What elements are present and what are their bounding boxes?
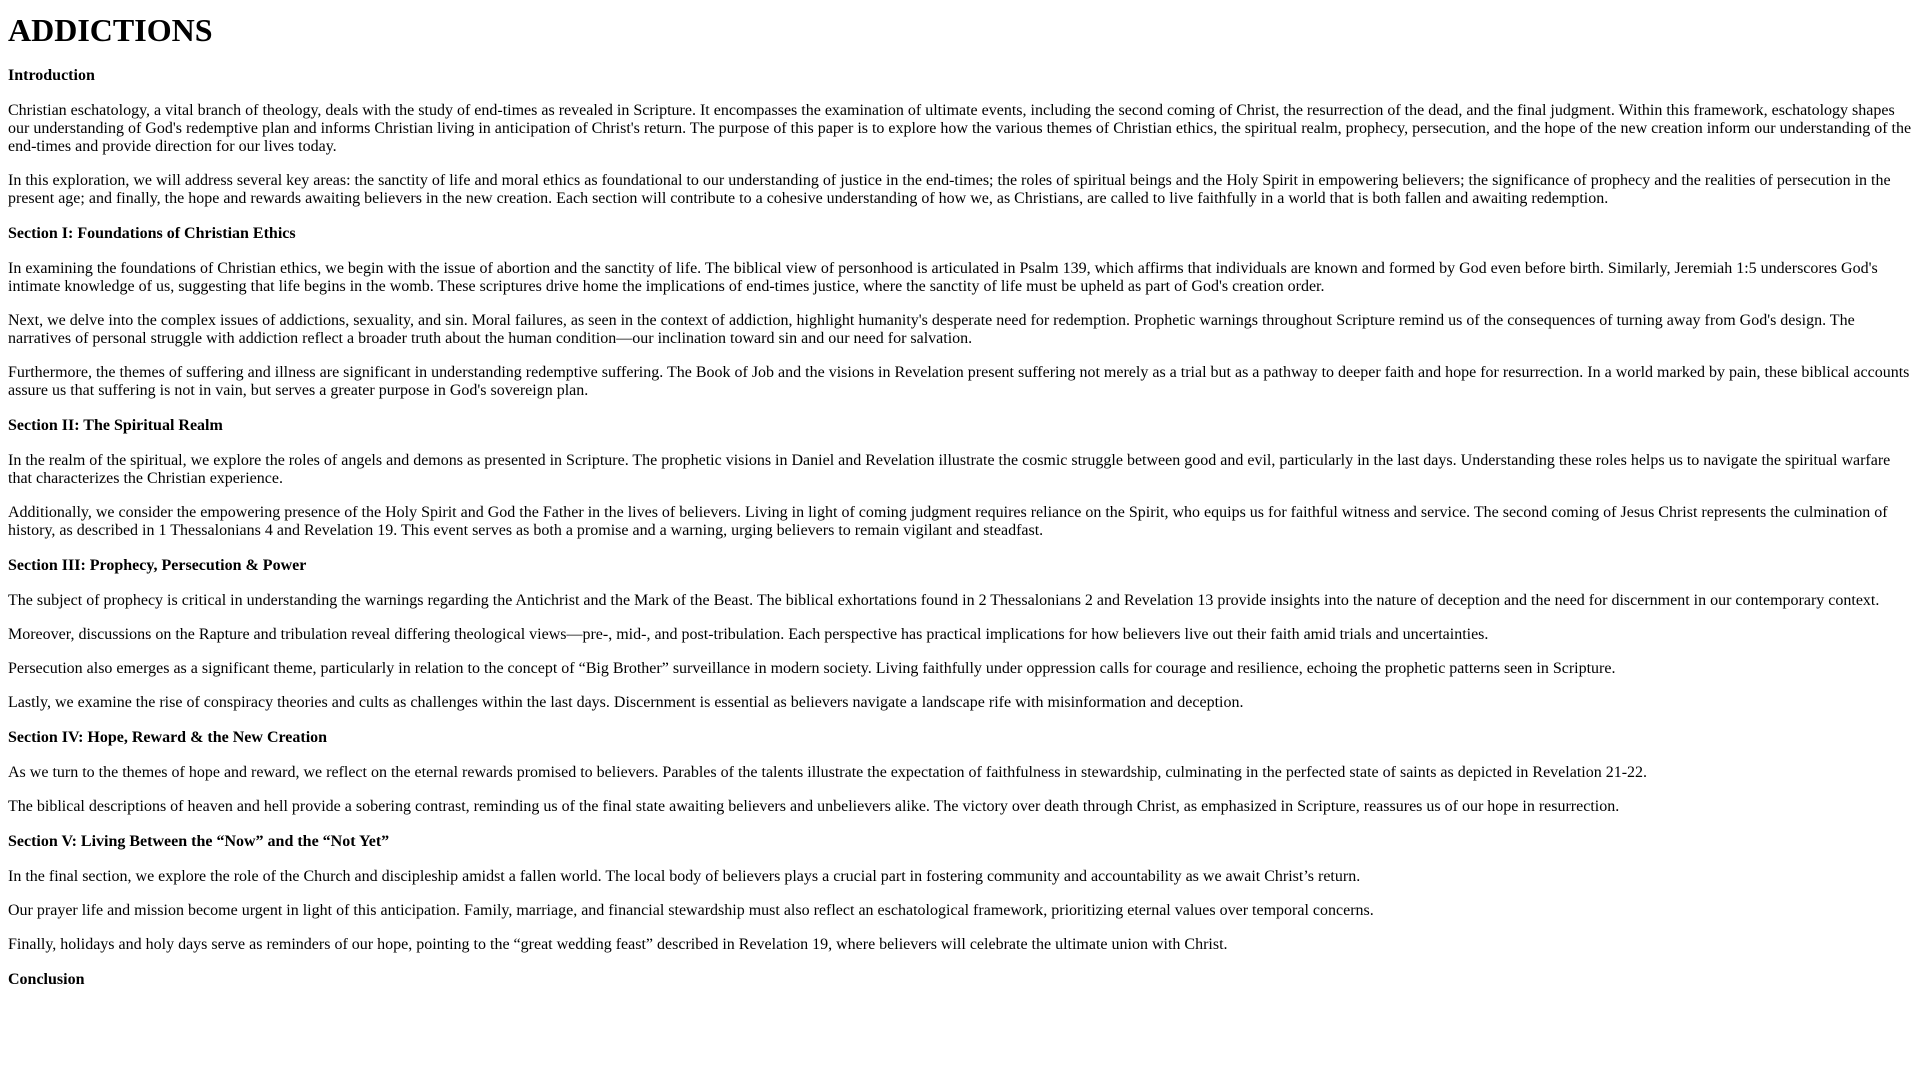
section-3 xyxy=(8,556,1912,712)
section-2 xyxy=(8,416,1912,540)
section-3-paragraph-3: Persecution also emerges as a significant theme, particularly in relation to the concept of “Big Brother” surveillance in modern society. Living faithfully under oppression calls for courage and resilience, echoing the prophetic patterns seen in Scripture. xyxy=(8,660,1616,677)
section-4-heading: Section IV: Hope, Reward & the New Creation xyxy=(8,729,328,746)
section-3-paragraph-4: Lastly, we examine the rise of conspiracy theories and cults as challenges within the last days. Discernment is essential as believers navigate a landscape rife with misinformation and deception. xyxy=(8,694,1244,711)
section-3-heading: Section III: Prophecy, Persecution & Power xyxy=(8,557,307,574)
section-2-heading: Section II: The Spiritual Realm xyxy=(8,417,223,434)
section-1-heading: Section I: Foundations of Christian Ethics xyxy=(8,225,296,242)
introduction-paragraph-1: Christian eschatology, a vital branch of theology, deals with the study of end-times as revealed in Scripture. It encompasses the examination of ultimate events, including the second coming of Christ, the resurrection of the dead, and the final judgment. Within this framework, eschatology shapes our understanding of God's redemptive plan and informs Christian living in anticipation of Christ's return. The purpose of this paper is to explore how the various themes of Christian ethics, the spiritual realm, prophecy, persecution, and the hope of the new creation inform our understanding of the end-times and provide direction for our lives today. xyxy=(8,102,1912,155)
conclusion-section xyxy=(8,970,1912,989)
section-5-heading: Section V: Living Between the “Now” and the “Not Yet” xyxy=(8,833,390,850)
page-title: ADDICTIONS xyxy=(8,12,213,48)
section-1 xyxy=(8,224,1912,400)
section-1-paragraph-3: Furthermore, the themes of suffering and illness are significant in understanding redemptive suffering. The Book of Job and the visions in Revelation present suffering not merely as a trial but as a pathway to deeper faith and hope for resurrection. In a world marked by pain, these biblical accounts assure us that suffering is not in vain, but serves a greater purpose in God's sovereign plan. xyxy=(8,364,1910,399)
section-5-paragraph-1: In the final section, we explore the role of the Church and discipleship amidst a fallen world. The local body of believers plays a crucial part in fostering community and accountability as we await Christ’s return. xyxy=(8,868,1361,885)
section-3-paragraph-1: The subject of prophecy is critical in understanding the warnings regarding the Antichrist and the Mark of the Beast. The biblical exhortations found in 2 Thessalonians 2 and Revelation 13 provide insights into the nature of deception and the need for discernment in our contemporary context. xyxy=(8,592,1880,609)
introduction-paragraph-2: In this exploration, we will address several key areas: the sanctity of life and moral ethics as foundational to our understanding of justice in the end-times; the roles of spiritual beings and the Holy Spirit in empowering believers; the significance of prophecy and the realities of persecution in the present age; and finally, the hope and rewards awaiting believers in the new creation. Each section will contribute to a cohesive understanding of how we, as Christians, are called to live faithfully in a world that is both fallen and awaiting redemption. xyxy=(8,172,1891,207)
section-4-paragraph-2: The biblical descriptions of heaven and hell provide a sobering contrast, reminding us of the final state awaiting believers and unbelievers alike. The victory over death through Christ, as emphasized in Scripture, reassures us of our hope in resurrection. xyxy=(8,798,1620,815)
section-4-paragraph-1: As we turn to the themes of hope and reward, we reflect on the eternal rewards promised to believers. Parables of the talents illustrate the expectation of faithfulness in stewardship, culminating in the perfected state of saints as depicted in Revelation 21-22. xyxy=(8,764,1648,781)
introduction-heading: Introduction xyxy=(8,67,95,84)
section-2-paragraph-1: In the realm of the spiritual, we explore the roles of angels and demons as presented in Scripture. The prophetic visions in Daniel and Revelation illustrate the cosmic struggle between good and evil, particularly in the last days. Understanding these roles helps us to navigate the spiritual warfare that characterizes the Christian experience. xyxy=(8,452,1891,487)
section-5-paragraph-2: Our prayer life and mission become urgent in light of this anticipation. Family, marriage, and financial stewardship must also reflect an eschatological framework, prioritizing eternal values over temporal concerns. xyxy=(8,902,1374,919)
introduction-section xyxy=(8,66,1912,208)
section-5 xyxy=(8,832,1912,954)
section-2-paragraph-2: Additionally, we consider the empowering presence of the Holy Spirit and God the Father in the lives of believers. Living in light of coming judgment requires reliance on the Spirit, who equips us for faithful witness and service. The second coming of Jesus Christ represents the culmination of history, as described in 1 Thessalonians 4 and Revelation 19. This event serves as both a promise and a warning, urging believers to remain vigilant and steadfast. xyxy=(8,504,1888,539)
section-1-paragraph-2: Next, we delve into the complex issues of addictions, sexuality, and sin. Moral failures, as seen in the context of addiction, highlight humanity's desperate need for redemption. Prophetic warnings throughout Scripture remind us of the consequences of turning away from God's design. The narratives of personal struggle with addiction reflect a broader truth about the human condition—our inclination toward sin and our need for salvation. xyxy=(8,312,1855,347)
section-5-paragraph-3: Finally, holidays and holy days serve as reminders of our hope, pointing to the “great wedding feast” described in Revelation 19, where believers will celebrate the ultimate union with Christ. xyxy=(8,936,1228,953)
section-3-paragraph-2: Moreover, discussions on the Rapture and tribulation reveal differing theological views—pre-, mid-, and post-tribulation. Each perspective has practical implications for how believers live out their faith amid trials and uncertainties. xyxy=(8,626,1489,643)
section-4 xyxy=(8,728,1912,816)
conclusion-heading: Conclusion xyxy=(8,971,85,988)
section-1-paragraph-1: In examining the foundations of Christian ethics, we begin with the issue of abortion and the sanctity of life. The biblical view of personhood is articulated in Psalm 139, which affirms that individuals are known and formed by God even before birth. Similarly, Jeremiah 1:5 underscores God's intimate knowledge of us, suggesting that life begins in the womb. These scriptures drive home the implications of end-times justice, where the sanctity of life must be upheld as part of God's creation order. xyxy=(8,260,1878,295)
